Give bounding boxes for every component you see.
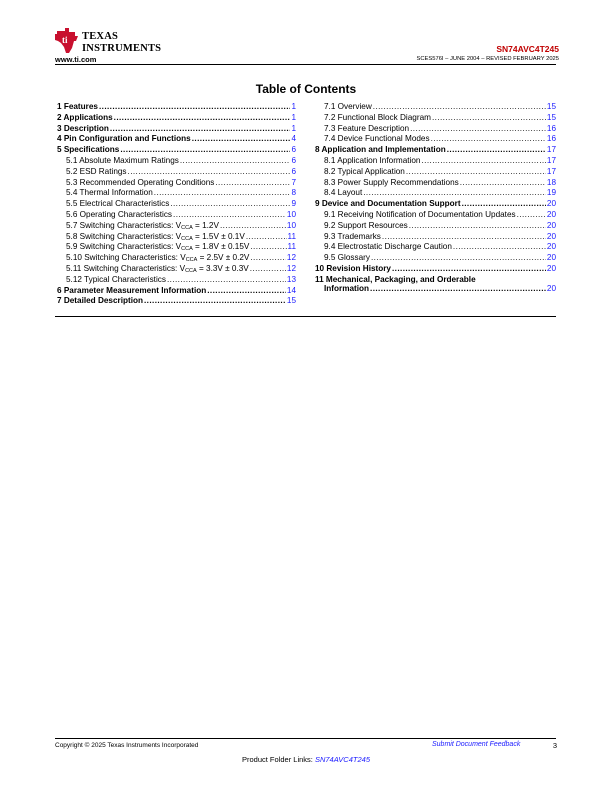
toc-entry[interactable] bbox=[57, 210, 296, 221]
toc-leader-dots bbox=[410, 124, 546, 133]
submit-feedback-link[interactable]: Submit Document Feedback bbox=[432, 741, 521, 748]
toc-entry[interactable] bbox=[315, 113, 556, 124]
toc-entry[interactable] bbox=[315, 124, 556, 135]
toc-leader-dots bbox=[447, 145, 546, 154]
doc-info: SCES576I – JUNE 2004 – REVISED FEBRUARY 2025 bbox=[416, 56, 559, 62]
toc-page-link[interactable]: 20 bbox=[546, 199, 556, 209]
toc-entry-label: 9.2 Support Resources bbox=[324, 220, 408, 230]
toc-page-link[interactable]: 16 bbox=[546, 123, 556, 133]
toc-entry[interactable] bbox=[315, 242, 556, 253]
footer-rule bbox=[55, 738, 556, 739]
toc-entry-label-text: 5.9 Switching Characteristics: V bbox=[66, 242, 182, 252]
toc-entry-label-text: 5.11 Switching Characteristics: V bbox=[66, 263, 186, 273]
product-folder-links bbox=[0, 755, 612, 764]
toc-entry-label-subscript: CCA bbox=[185, 267, 197, 274]
toc-entry[interactable] bbox=[315, 284, 556, 295]
toc-leader-dots bbox=[250, 264, 286, 273]
toc-leader-dots bbox=[422, 156, 546, 165]
toc-leader-dots bbox=[363, 188, 546, 197]
toc-entry-label: 7.4 Device Functional Modes bbox=[324, 134, 430, 144]
toc-leader-dots bbox=[167, 275, 286, 284]
toc-entry-label: 8.4 Layout bbox=[324, 188, 363, 198]
toc-leader-dots bbox=[371, 253, 546, 262]
toc-entry-label-text: 5.10 Switching Characteristics: V bbox=[66, 253, 186, 263]
toc-leader-dots bbox=[432, 113, 546, 122]
toc-entry[interactable] bbox=[57, 178, 296, 189]
part-number-link[interactable]: SN74AVC4T245 bbox=[496, 44, 559, 54]
toc-page-link[interactable]: 20 bbox=[546, 263, 556, 273]
toc-entry-label: 4 Pin Configuration and Functions bbox=[57, 134, 191, 144]
toc-leader-dots bbox=[220, 221, 286, 230]
toc-page-link[interactable]: 20 bbox=[546, 284, 556, 294]
ti-logo[interactable] bbox=[55, 28, 165, 54]
toc-entry-label-text: 5.7 Switching Characteristics: V bbox=[66, 220, 182, 230]
toc-page-link[interactable]: 17 bbox=[546, 155, 556, 165]
toc-page-link[interactable]: 19 bbox=[546, 188, 556, 198]
toc-page-link[interactable]: 15 bbox=[286, 296, 296, 306]
toc-entry[interactable] bbox=[315, 145, 556, 156]
toc-entry-label: 5 Specifications bbox=[57, 145, 120, 155]
toc-leader-dots bbox=[406, 167, 546, 176]
toc-entry-label: 8.1 Application Information bbox=[324, 155, 421, 165]
toc-leader-dots bbox=[373, 102, 546, 111]
toc-page-link[interactable]: 20 bbox=[546, 253, 556, 263]
toc-leader-dots bbox=[110, 124, 291, 133]
toc-page-link[interactable]: 9 bbox=[291, 199, 296, 209]
toc-entry[interactable] bbox=[57, 188, 296, 199]
toc-leader-dots bbox=[114, 113, 291, 122]
toc-leader-dots bbox=[517, 210, 546, 219]
toc-entry-label: 5.5 Electrical Characteristics bbox=[66, 199, 170, 209]
toc-entry-label-text: = 2.5V ± 0.2V bbox=[197, 253, 250, 263]
toc-entry-label-text: = 1.5V ± 0.1V bbox=[192, 231, 245, 241]
toc-leader-dots bbox=[154, 188, 291, 197]
toc-entry-label: 5.4 Thermal Information bbox=[66, 188, 153, 198]
toc-entry-label: 1 Features bbox=[57, 102, 98, 111]
toc-entry-label bbox=[66, 221, 219, 231]
toc-entry-label: 5.6 Operating Characteristics bbox=[66, 209, 173, 219]
toc-leader-dots bbox=[370, 284, 546, 293]
toc-entry-label-subscript: CCA bbox=[181, 235, 193, 242]
toc-page-link[interactable]: 8 bbox=[291, 188, 296, 198]
toc-entry-label bbox=[66, 253, 249, 263]
toc-entry-label-text: = 1.8V ± 0.15V bbox=[192, 242, 250, 252]
toc-page-link[interactable]: 15 bbox=[546, 112, 556, 122]
toc-leader-dots bbox=[246, 232, 287, 241]
toc-entry-label: 3 Description bbox=[57, 123, 109, 133]
toc-entry[interactable] bbox=[57, 242, 296, 253]
toc-entry[interactable] bbox=[315, 167, 556, 178]
toc-entry[interactable] bbox=[57, 199, 296, 210]
toc-leader-dots bbox=[173, 210, 286, 219]
toc-entry-label: 7.2 Functional Block Diagram bbox=[324, 112, 431, 122]
toc-entry-label bbox=[66, 232, 245, 242]
page-number: 3 bbox=[552, 741, 557, 750]
toc-page-link[interactable]: 14 bbox=[286, 285, 296, 295]
toc-page-link[interactable]: 12 bbox=[286, 263, 296, 273]
toc-entry[interactable] bbox=[315, 199, 556, 210]
toc-entry[interactable] bbox=[57, 156, 296, 167]
svg-text:ti: ti bbox=[62, 35, 68, 45]
toc-entry[interactable] bbox=[57, 296, 296, 307]
toc-entry-label: 2 Applications bbox=[57, 112, 113, 122]
toc-entry-label: 9 Device and Documentation Support bbox=[315, 199, 461, 209]
toc-page-link[interactable]: 6 bbox=[291, 155, 296, 165]
toc-entry-label-subscript: CCA bbox=[185, 257, 198, 264]
toc-page-link[interactable]: 20 bbox=[546, 209, 556, 219]
toc-entry-label: 8 Application and Implementation bbox=[315, 145, 446, 155]
toc-page-link[interactable]: 1 bbox=[291, 123, 296, 133]
toc-leader-dots bbox=[453, 242, 546, 251]
toc-entry[interactable] bbox=[315, 264, 556, 275]
toc-entry-label: Information bbox=[324, 284, 370, 294]
toc-entry[interactable] bbox=[315, 178, 556, 189]
toc-entry[interactable] bbox=[57, 167, 296, 178]
toc-entry[interactable] bbox=[57, 145, 296, 156]
toc-entry[interactable] bbox=[315, 275, 556, 285]
logo-wordmark bbox=[82, 32, 161, 54]
toc-leader-dots bbox=[170, 199, 290, 208]
toc-page-link[interactable]: 10 bbox=[286, 220, 296, 230]
toc-page-link[interactable]: 18 bbox=[546, 177, 556, 187]
toc-entry-label: 8.3 Power Supply Recommendations bbox=[324, 177, 459, 187]
toc-leader-dots bbox=[409, 221, 546, 230]
toc-entry-label: 9.4 Electrostatic Discharge Caution bbox=[324, 242, 452, 252]
toc-entry-label: 9.5 Glossary bbox=[324, 253, 370, 263]
toc-entry-label: 7.3 Feature Description bbox=[324, 123, 410, 133]
toc-page-link[interactable]: 17 bbox=[546, 145, 556, 155]
toc-page-link[interactable]: 20 bbox=[546, 220, 556, 230]
toc-bottom-rule bbox=[55, 316, 556, 317]
folder-label: Product Folder Links: bbox=[242, 755, 315, 764]
toc-leader-dots bbox=[250, 253, 286, 262]
toc-page-link[interactable]: 12 bbox=[286, 253, 296, 263]
toc-page-link[interactable]: 6 bbox=[291, 166, 296, 176]
toc-entry[interactable] bbox=[57, 253, 296, 264]
logo-line2: INSTRUMENTS bbox=[82, 42, 162, 54]
toc-entry-label-text: = 1.2V bbox=[192, 220, 219, 230]
toc-page-link[interactable]: 11 bbox=[287, 242, 296, 252]
toc-right-column bbox=[315, 102, 556, 295]
toc-leader-dots bbox=[144, 296, 286, 305]
toc-page-link[interactable]: 11 bbox=[287, 231, 296, 241]
toc-page-link[interactable]: 17 bbox=[546, 166, 556, 176]
toc-left-column bbox=[57, 102, 296, 307]
toc-entry[interactable] bbox=[315, 253, 556, 264]
toc-entry-label: 5.12 Typical Characteristics bbox=[66, 274, 166, 284]
toc-leader-dots bbox=[431, 134, 546, 143]
toc-leader-dots bbox=[460, 178, 546, 187]
toc-entry-label: 5.3 Recommended Operating Conditions bbox=[66, 177, 215, 187]
copyright-text: Copyright © 2025 Texas Instruments Incorporated bbox=[55, 742, 199, 749]
toc-entry[interactable] bbox=[57, 134, 296, 145]
toc-entry[interactable] bbox=[315, 232, 556, 243]
toc-entry[interactable] bbox=[315, 188, 556, 199]
toc-entry[interactable] bbox=[315, 210, 556, 221]
toc-leader-dots bbox=[128, 167, 291, 176]
toc-page-link[interactable]: 13 bbox=[286, 274, 296, 284]
toc-leader-dots bbox=[99, 102, 290, 111]
toc-page-link[interactable]: 1 bbox=[291, 102, 296, 111]
toc-entry-label: 5.1 Absolute Maximum Ratings bbox=[66, 155, 179, 165]
toc-leader-dots bbox=[120, 145, 290, 154]
ti-logo-icon bbox=[55, 28, 79, 54]
toc-entry-label: 10 Revision History bbox=[315, 263, 391, 273]
toc-leader-dots bbox=[207, 286, 286, 295]
website-link[interactable]: www.ti.com bbox=[55, 55, 97, 64]
header-rule bbox=[55, 64, 556, 65]
toc-page-link[interactable]: 6 bbox=[291, 145, 296, 155]
toc-page-link[interactable]: 10 bbox=[286, 209, 296, 219]
toc-entry-label: 7 Detailed Description bbox=[57, 296, 143, 306]
logo-line1: TEXAS bbox=[82, 31, 119, 42]
toc-entry[interactable] bbox=[57, 264, 296, 275]
toc-entry[interactable] bbox=[57, 275, 296, 286]
toc-entry[interactable] bbox=[315, 102, 556, 113]
toc-page-link[interactable]: 7 bbox=[291, 177, 296, 187]
toc-entry-label bbox=[66, 264, 249, 274]
toc-page-link[interactable]: 16 bbox=[546, 134, 556, 144]
toc-entry-label: 9.1 Receiving Notification of Documentation Updates bbox=[324, 209, 516, 219]
toc-leader-dots bbox=[192, 134, 291, 143]
toc-leader-dots bbox=[462, 199, 546, 208]
toc-leader-dots bbox=[180, 156, 291, 165]
toc-entry-label: 8.2 Typical Application bbox=[324, 166, 405, 176]
toc-page-link[interactable]: 20 bbox=[546, 242, 556, 252]
toc-leader-dots bbox=[215, 178, 290, 187]
toc-entry[interactable] bbox=[315, 156, 556, 167]
toc-page-link[interactable]: 4 bbox=[291, 134, 296, 144]
toc-entry[interactable] bbox=[57, 286, 296, 297]
toc-leader-dots bbox=[250, 242, 286, 251]
toc-entry[interactable] bbox=[315, 221, 556, 232]
toc-entry[interactable] bbox=[57, 124, 296, 135]
folder-link[interactable]: SN74AVC4T245 bbox=[314, 755, 370, 764]
toc-entry-label bbox=[66, 242, 249, 252]
toc-entry[interactable] bbox=[57, 221, 296, 232]
toc-entry-label-subscript: CCA bbox=[181, 224, 193, 231]
toc-entry-label-text: = 3.3V ± 0.3V bbox=[196, 263, 249, 273]
toc-entry-label: 6 Parameter Measurement Information bbox=[57, 285, 207, 295]
toc-entry-label-text: 5.8 Switching Characteristics: V bbox=[66, 231, 182, 241]
toc-page-link[interactable]: 15 bbox=[546, 102, 556, 111]
toc-entry-label: 5.2 ESD Ratings bbox=[66, 166, 127, 176]
toc-entry-label-subscript: CCA bbox=[181, 246, 193, 253]
toc-page-link[interactable]: 20 bbox=[546, 231, 556, 241]
toc-page-link[interactable]: 1 bbox=[291, 112, 296, 122]
toc-leader-dots bbox=[382, 232, 546, 241]
toc-entry-label: 11 Mechanical, Packaging, and Orderable bbox=[315, 274, 476, 284]
toc-entry[interactable] bbox=[57, 232, 296, 243]
toc-leader-dots bbox=[392, 264, 546, 273]
toc-entry-label: 9.3 Trademarks bbox=[324, 231, 381, 241]
toc-entry[interactable] bbox=[57, 113, 296, 124]
toc-entry[interactable] bbox=[57, 102, 296, 113]
toc-entry[interactable] bbox=[315, 134, 556, 145]
page-title: Table of Contents bbox=[255, 82, 357, 96]
toc-entry-label: 7.1 Overview bbox=[324, 102, 372, 111]
